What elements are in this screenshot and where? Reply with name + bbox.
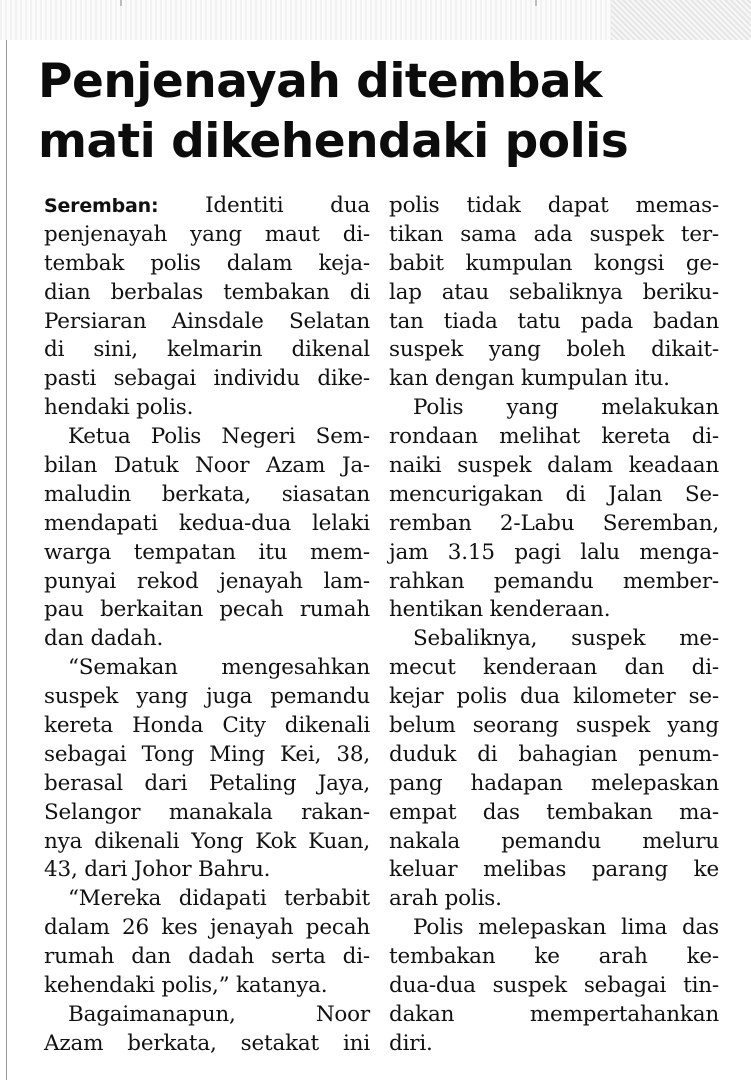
text-line: kan dengan kumpulan itu. xyxy=(389,366,670,392)
text-line: nya dikenali Yong Kok Kuan, xyxy=(44,828,370,854)
scan-shade xyxy=(611,0,751,40)
scan-speck xyxy=(535,0,537,6)
text-line: “Semakan mengesahkan xyxy=(68,655,370,681)
text-line: kereta Honda City dikenali xyxy=(44,713,370,739)
text-line: dakan mempertahankan xyxy=(389,1001,719,1027)
text-line: tembakan ke arah ke- xyxy=(389,944,719,970)
text-line: sebagai Tong Ming Kei, 38, xyxy=(44,741,370,767)
text-line: Selangor manakala rakan- xyxy=(44,799,370,825)
text-line: Ketua Polis Negeri Sem- xyxy=(68,424,370,450)
text-line: rumah dan dadah serta di- xyxy=(44,944,370,970)
scan-top-strip xyxy=(0,0,751,40)
text-line xyxy=(44,192,370,221)
text-line: kejar polis dua kilometer se- xyxy=(389,684,719,710)
text-line: arah polis. xyxy=(389,886,502,912)
column-rule xyxy=(6,40,7,1080)
text-line: Polis yang melakukan xyxy=(413,395,719,421)
article-column-right xyxy=(389,192,719,1059)
text-line: hentikan kenderaan. xyxy=(389,597,611,623)
text-line: Sebaliknya, suspek me- xyxy=(413,626,719,652)
text-line: mecut kenderaan dan di- xyxy=(389,655,719,681)
text-line: dalam 26 kes jenayah pecah xyxy=(44,915,370,941)
text-line: tan tiada tatu pada badan xyxy=(389,308,719,334)
text-line: Persiaran Ainsdale Selatan xyxy=(44,308,370,334)
text-line: empat das tembakan ma- xyxy=(389,799,719,825)
text-line: hendaki polis. xyxy=(44,395,194,421)
text-line: di sini, kelmarin dikenal xyxy=(44,337,370,363)
text-line: dian berbalas tembakan di xyxy=(44,279,370,305)
text-line: punyai rekod jenayah lam- xyxy=(44,568,370,594)
text-line: suspek yang juga pemandu xyxy=(44,684,370,710)
text-line: warga tempatan itu mem- xyxy=(44,539,370,565)
text-line: remban 2-Labu Seremban, xyxy=(389,510,719,536)
text-line: babit kumpulan kongsi ge- xyxy=(389,250,719,276)
text-line: “Mereka didapati terbabit xyxy=(68,886,370,912)
text-line: kehendaki polis,” katanya. xyxy=(44,973,328,999)
text-line: pang hadapan melepaskan xyxy=(389,770,719,796)
text-line: lap atau sebaliknya beriku- xyxy=(389,279,719,305)
text-line: tikan sama ada suspek ter- xyxy=(389,221,719,247)
scan-speck xyxy=(120,0,122,6)
text-line: mendapati kedua-dua lelaki xyxy=(44,510,370,536)
text-line: 43, dari Johor Bahru. xyxy=(44,857,271,883)
text-line: jam 3.15 pagi lalu menga- xyxy=(389,539,719,565)
text-line: rondaan melihat kereta di- xyxy=(389,424,719,450)
text-line: pasti sebagai individu dike- xyxy=(44,366,370,392)
text-line: belum seorang suspek yang xyxy=(389,713,719,739)
text-line: penjenayah yang maut di- xyxy=(44,221,370,247)
dateline: Seremban: xyxy=(44,195,159,217)
headline xyxy=(38,52,738,172)
text-line: keluar melibas parang ke xyxy=(389,857,719,883)
text-line: suspek yang boleh dikait- xyxy=(389,337,719,363)
text-line: duduk di bahagian penum- xyxy=(389,741,719,767)
text-line: berasal dari Petaling Jaya, xyxy=(44,770,370,796)
text-line: mencurigakan di Jalan Se- xyxy=(389,481,719,507)
text-line: nakala pemandu meluru xyxy=(389,828,719,854)
headline-line-1: Penjenayah ditembak xyxy=(38,54,602,109)
article-column-left xyxy=(44,192,370,1059)
text-line: bilan Datuk Noor Azam Ja- xyxy=(44,453,370,479)
text-line: maludin berkata, siasatan xyxy=(44,481,370,507)
text-line: tembak polis dalam keja- xyxy=(44,250,370,276)
text-line: pau berkaitan pecah rumah xyxy=(44,597,370,623)
text-line: polis tidak dapat memas- xyxy=(389,193,719,218)
text-line: Bagaimanapun, Noor xyxy=(68,1001,370,1027)
headline-line-2: mati dikehendaki polis xyxy=(38,114,629,169)
text-span: Identiti dua xyxy=(205,193,370,218)
text-line: dua-dua suspek sebagai tin- xyxy=(389,973,719,999)
text-line: Polis melepaskan lima das xyxy=(413,915,719,941)
text-line: naiki suspek dalam keadaan xyxy=(389,453,719,479)
text-line: Azam berkata, setakat ini xyxy=(44,1030,370,1056)
text-line: dan dadah. xyxy=(44,626,164,652)
text-line: rahkan pemandu member- xyxy=(389,568,719,594)
text-line: diri. xyxy=(389,1030,433,1056)
